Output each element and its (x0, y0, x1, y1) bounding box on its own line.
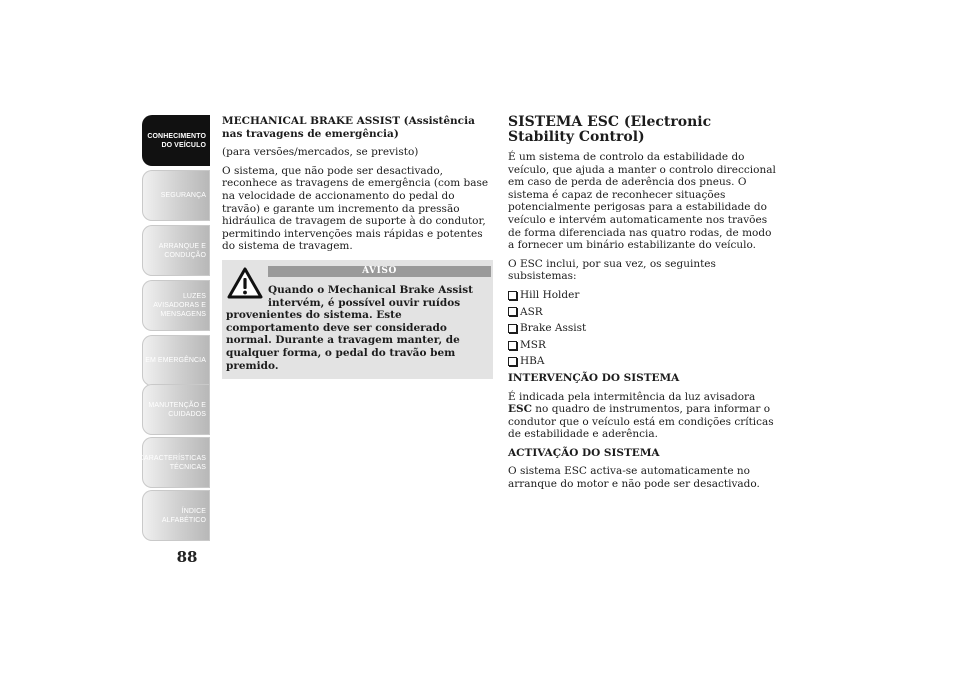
subsystem-list (508, 289, 780, 368)
intervention-heading: INTERVENÇÃO DO SISTEMA (508, 371, 680, 384)
warning-box (222, 260, 493, 379)
activation-paragraph: O sistema ESC activa-se automaticamente no arranque do motor e não pode ser desactivado. (508, 465, 760, 491)
checkbox-bullet-icon (508, 357, 517, 366)
esc-paragraph-1: É um sistema de controlo da estabilidade do veículo, que ajuda a manter o controlo direccional em caso de perda de aderência dos pneus. O sistema é capaz de reconhecer situações potencialmente perigosas para a estabilidade do veículo e intervém automaticamente nos travões de forma diferenciada nas quatro rodas, de modo a fornecer um binário estabilizante do veículo. (508, 151, 776, 252)
brake-assist-note: (para versões/mercados, se previsto) (222, 146, 419, 159)
checkbox-bullet-icon (508, 341, 517, 350)
warning-text (226, 284, 487, 372)
checkbox-bullet-icon (508, 291, 517, 300)
brake-assist-paragraph: O sistema, que não pode ser desactivado, reconhece as travagens de emergência (com base na velocidade de accionamento do pedal do travão) e garante um incremento da pressão hidráulica de travagem de suporte à do condutor, permitindo intervenções mais rápidas e potentes do sistema de travagem. (222, 164, 489, 253)
tab-conhecimento-do-veiculo[interactable]: CONHECIMENTO DO VEÍCULO (142, 115, 210, 166)
checkbox-bullet-icon (508, 307, 517, 316)
left-column (222, 115, 494, 259)
tab-luzes-avisadoras[interactable]: LUZES AVISADORAS E MENSAGENS (142, 280, 210, 331)
warning-title: AVISO (268, 266, 491, 277)
right-column (508, 115, 780, 497)
tab-seguranca[interactable]: SEGURANÇA (142, 170, 210, 221)
page-number: 88 (176, 548, 198, 566)
tab-manutencao-e-cuidados[interactable]: MANUTENÇÃO E CUIDADOS (142, 384, 210, 435)
tab-caracteristicas-tecnicas[interactable]: CARACTERÍSTICAS TÉCNICAS (142, 437, 210, 488)
list-item: Hill Holder (508, 289, 780, 302)
esc-paragraph-2: O ESC inclui, por sua vez, os seguintes subsistemas: (508, 257, 716, 283)
intervention-paragraph: É indicada pela intermitência da luz avisadora ESC no quadro de instrumentos, para informar o condutor que o veículo está em condições críticas de estabilidade e aderência. (508, 390, 774, 441)
tab-em-emergencia[interactable]: EM EMERGÊNCIA (142, 335, 210, 386)
activation-heading: ACTIVAÇÃO DO SISTEMA (508, 446, 660, 459)
esc-title: SISTEMA ESC (Electronic Stability Control) (508, 114, 712, 145)
list-item: HBA (508, 355, 780, 368)
warning-text-first: Quando o Mechanical Brake Assist intervém, é possível ouvir ruídos (268, 284, 474, 309)
esc-term: ESC (508, 403, 532, 416)
warning-text-rest: provenientes do sistema. Este comportamento deve ser considerado normal. Durante a travagem manter, de qualquer forma, o pedal do travão bem premido. (226, 309, 460, 372)
tab-indice-alfabetico[interactable]: ÍNDICE ALFABÉTICO (142, 490, 210, 541)
brake-assist-heading: MECHANICAL BRAKE ASSIST (Assistência nas travagens de emergência) (222, 115, 475, 140)
tab-arranque-e-conducao[interactable]: ARRANQUE E CONDUÇÃO (142, 225, 210, 276)
list-item: MSR (508, 339, 780, 352)
list-item: Brake Assist (508, 322, 780, 335)
list-item: ASR (508, 306, 780, 319)
checkbox-bullet-icon (508, 324, 517, 333)
